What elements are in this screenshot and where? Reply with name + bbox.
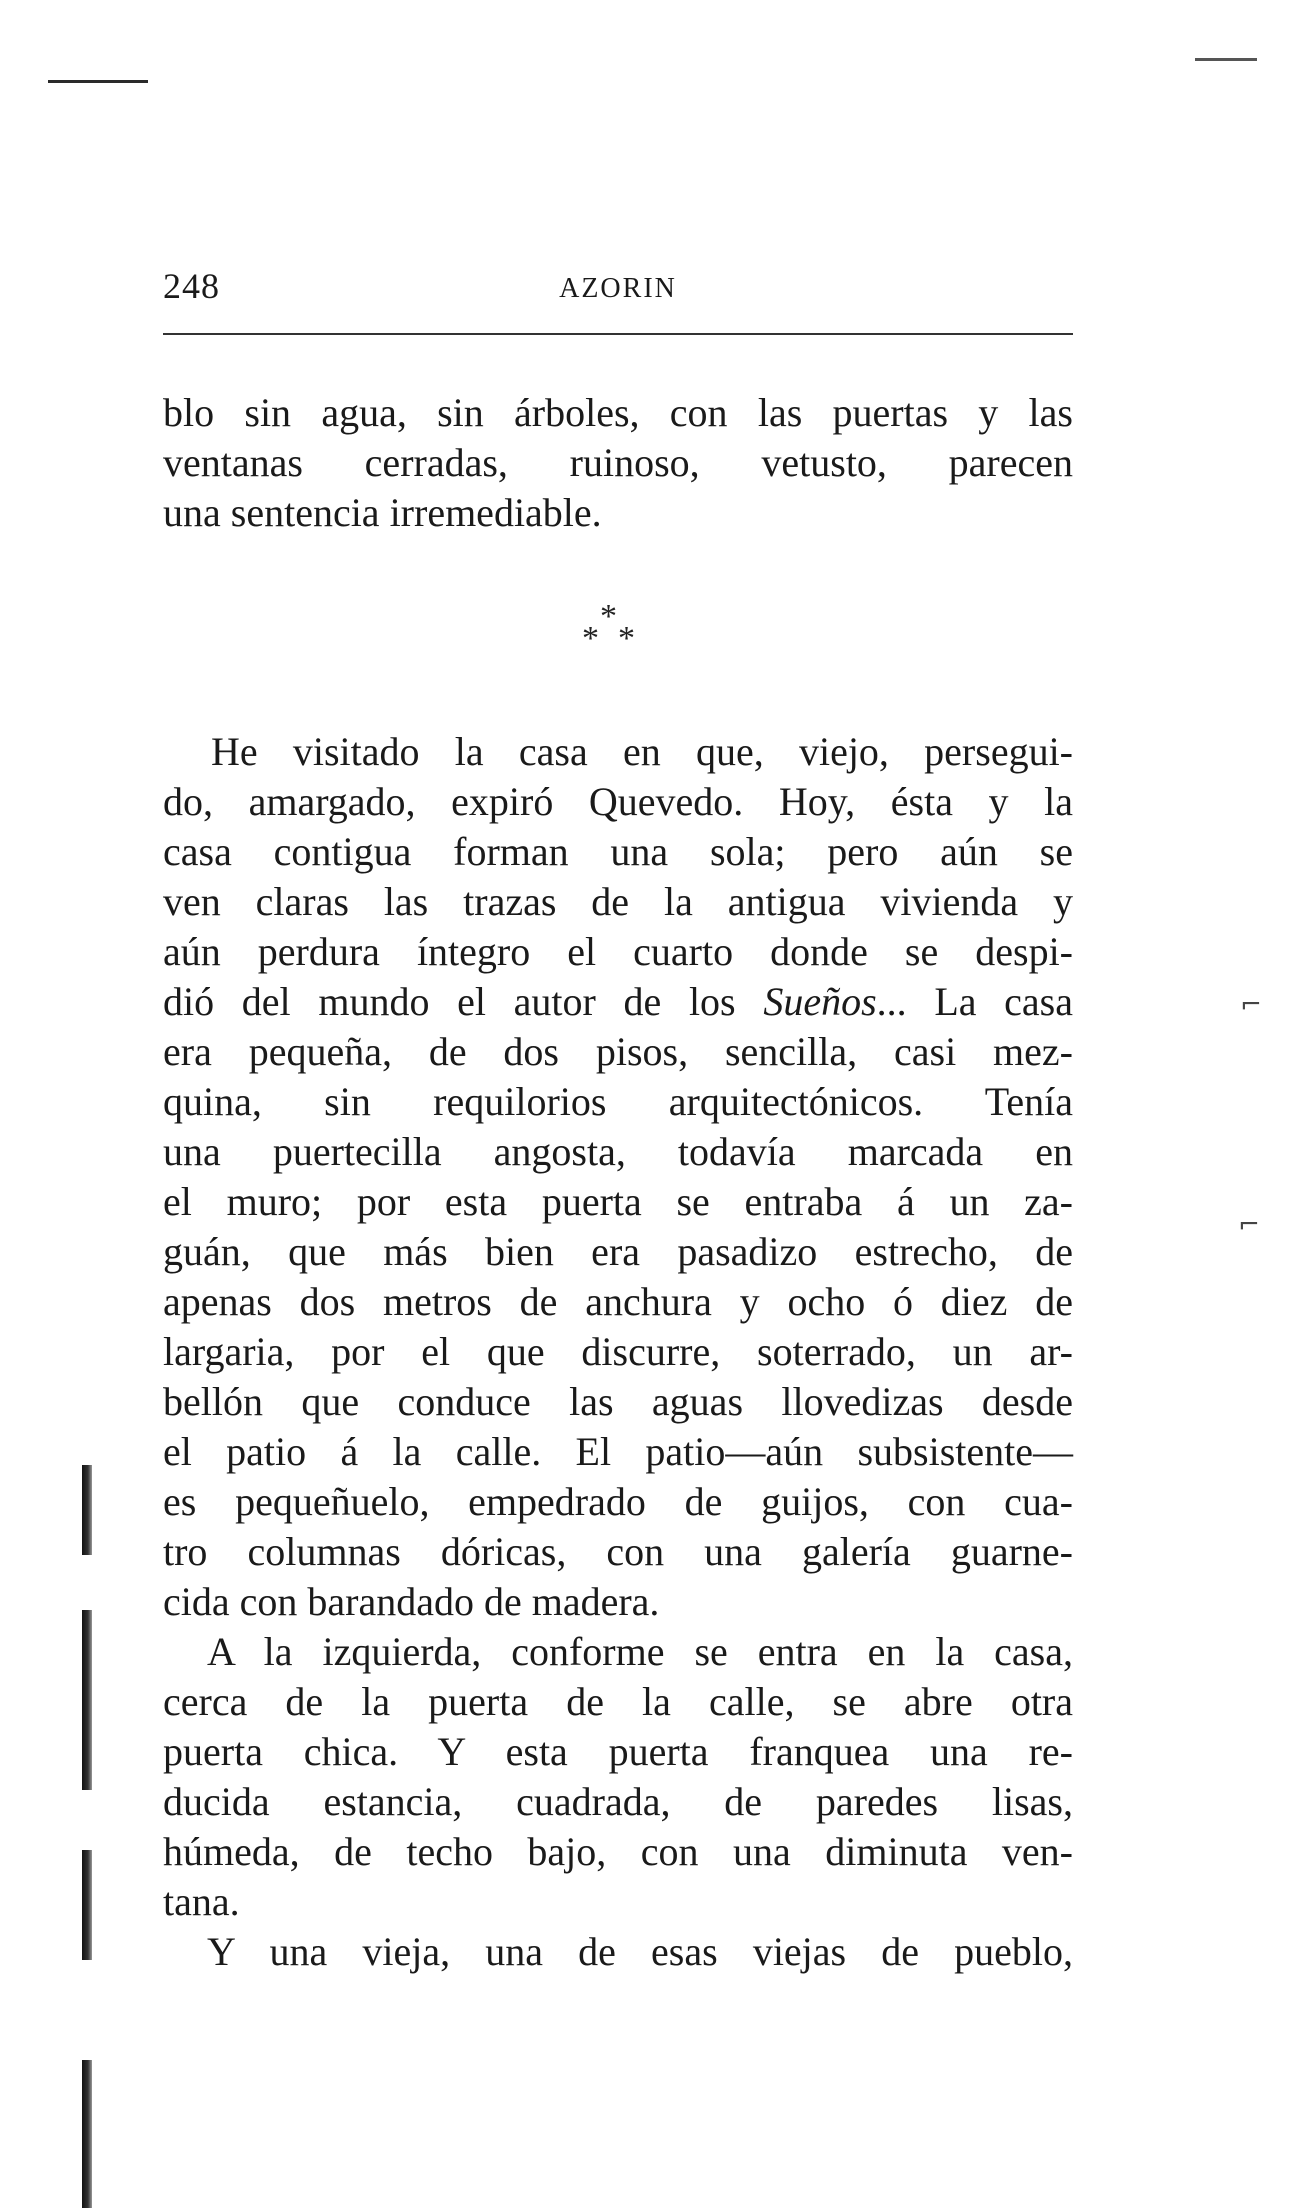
book-title: Sueños: [763, 979, 877, 1024]
binding-edge-mark: [82, 1465, 92, 1555]
scan-speck-icon: ⌐: [1240, 990, 1262, 1020]
text-line: blo sin agua, sin árboles, con las puertas y las: [163, 390, 1073, 435]
text-line: tro columnas dóricas, con una galería guarne-: [163, 1529, 1073, 1574]
text-line: es pequeñuelo, empedrado de guijos, con cua-: [163, 1479, 1073, 1524]
text-line: do, amargado, expiró Quevedo. Hoy, ésta y la: [163, 779, 1073, 824]
scan-mark-top-left: [48, 80, 148, 83]
text-line: cida con barandado de madera.: [163, 1579, 660, 1624]
asterism-divider: [570, 598, 670, 668]
asterisk-icon: *: [618, 620, 635, 657]
text-line: ventanas cerradas, ruinoso, vetusto, parecen: [163, 440, 1073, 485]
text-line: guán, que más bien era pasadizo estrecho, de: [163, 1229, 1073, 1274]
asterisk-icon: *: [600, 598, 617, 635]
paragraph-old-woman: [163, 1927, 1073, 1977]
text-line: cerca de la puerta de la calle, se abre otra: [163, 1679, 1073, 1724]
text-line: quina, sin requilorios arquitectónicos. Tenía: [163, 1079, 1073, 1124]
text-fragment: dió del mundo el autor de los: [163, 979, 736, 1024]
text-line: largaria, por el que discurre, soterrado, un ar-: [163, 1329, 1073, 1374]
text-line: el patio á la calle. El patio—aún subsistente—: [163, 1429, 1073, 1474]
text-line: A la izquierda, conforme se entra en la casa,: [207, 1629, 1073, 1674]
text-line: apenas dos metros de anchura y ocho ó diez de: [163, 1279, 1073, 1324]
scan-mark-top-right: [1195, 58, 1257, 61]
text-line: una sentencia irremediable.: [163, 490, 602, 535]
paragraph-left-door: [163, 1627, 1073, 1927]
text-line: húmeda, de techo bajo, con una diminuta ven-: [163, 1829, 1073, 1874]
binding-edge-mark: [82, 1610, 92, 1790]
text-line: He visitado la casa en que, viejo, persegui-: [211, 729, 1073, 774]
running-head: [163, 265, 1073, 315]
text-line: tana.: [163, 1879, 240, 1924]
paragraph-continuation: [163, 388, 1073, 538]
binding-edge-mark: [82, 1850, 92, 1960]
text-line: una puertecilla angosta, todavía marcada en: [163, 1129, 1073, 1174]
text-line: ducida estancia, cuadrada, de paredes lisas,: [163, 1779, 1073, 1824]
text-line: Y una vieja, una de esas viejas de pueblo,: [207, 1929, 1073, 1974]
text-line-with-title: [163, 977, 1073, 1027]
asterisk-icon: *: [582, 620, 599, 657]
paragraph-quevedo-house: [163, 727, 1073, 1627]
text-line: era pequeña, de dos pisos, sencilla, casi mez-: [163, 1029, 1073, 1074]
text-line: ven claras las trazas de la antigua vivienda y: [163, 879, 1073, 924]
text-line: puerta chica. Y esta puerta franquea una re-: [163, 1729, 1073, 1774]
header-rule: [163, 333, 1073, 335]
page-number: 248: [163, 266, 220, 306]
text-line: aún perdura íntegro el cuarto donde se despi-: [163, 929, 1073, 974]
text-line: casa contigua forman una sola; pero aún se: [163, 829, 1073, 874]
text-line: bellón que conduce las aguas llovedizas desde: [163, 1379, 1073, 1424]
text-line: el muro; por esta puerta se entraba á un za-: [163, 1179, 1073, 1224]
binding-edge-mark: [82, 2060, 92, 2208]
scan-speck-icon: ⌐: [1238, 1210, 1260, 1240]
text-fragment: ... La casa: [876, 979, 1074, 1024]
running-title: AZORIN: [559, 273, 677, 304]
